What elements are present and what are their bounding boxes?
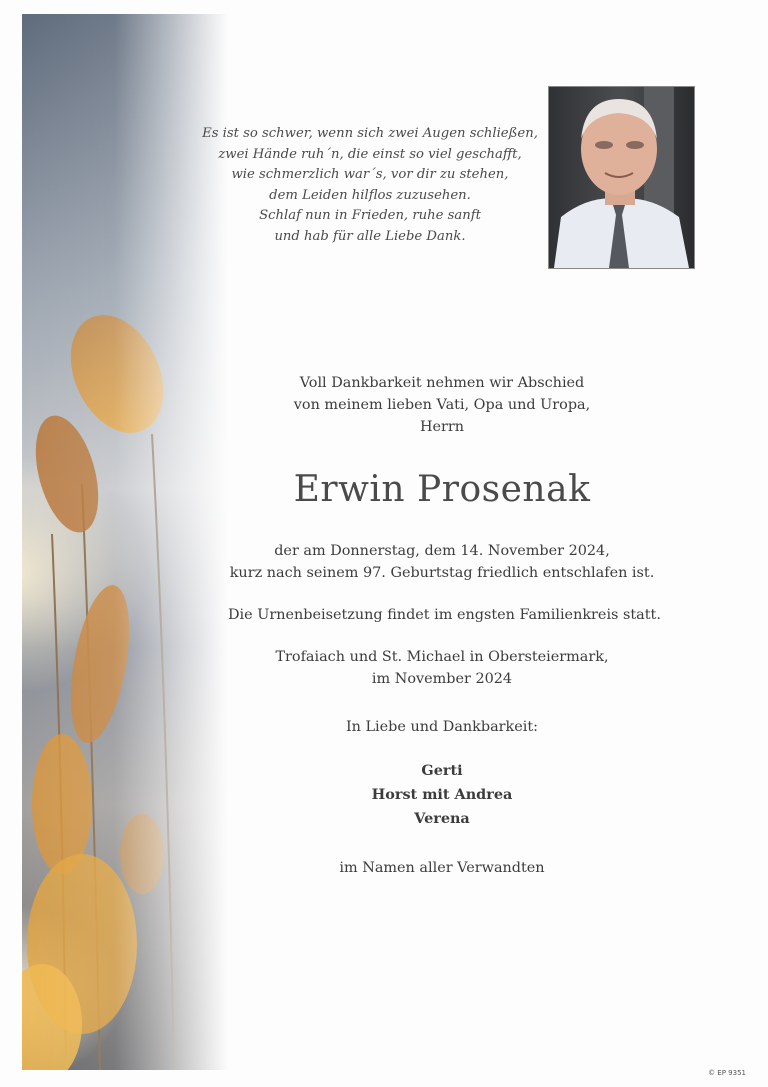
mourner-name: Gerti bbox=[421, 762, 463, 779]
place-date-line: Trofaiach und St. Michael in Obersteiermark, bbox=[275, 649, 609, 665]
place-date-line: im November 2024 bbox=[371, 671, 513, 687]
poem-line: Schlaf nun in Frieden, ruhe sanft bbox=[259, 208, 481, 224]
relatives-note: im Namen aller Verwandten bbox=[339, 860, 545, 876]
portrait-photo bbox=[548, 86, 695, 269]
mourner-list bbox=[228, 759, 656, 831]
intro-line: von meinem lieben Vati, Opa und Uropa, bbox=[293, 397, 591, 413]
poem-line: zwei Hände ruh´n, die einst so viel geschafft, bbox=[218, 146, 522, 162]
poem bbox=[180, 124, 560, 248]
deceased-name: Erwin Prosenak bbox=[293, 469, 591, 510]
poem-line: Es ist so schwer, wenn sich zwei Augen schließen, bbox=[202, 126, 538, 141]
poem-line: und hab für alle Liebe Dank. bbox=[274, 228, 466, 244]
mourner-name: Horst mit Andrea bbox=[371, 786, 513, 803]
death-notice-line: kurz nach seinem 97. Geburtstag friedlich entschlafen ist. bbox=[229, 565, 655, 581]
intro-line: Voll Dankbarkeit nehmen wir Abschied bbox=[299, 375, 585, 391]
burial-note: Die Urnenbeisetzung findet im engsten Familienkreis statt. bbox=[228, 607, 661, 623]
death-notice-line: der am Donnerstag, dem 14. November 2024, bbox=[274, 543, 610, 559]
footer-code: © EP 9351 bbox=[708, 1069, 746, 1077]
poem-line: wie schmerzlich war´s, vor dir zu stehen, bbox=[231, 167, 509, 183]
intro-line: Herrn bbox=[419, 419, 465, 435]
mourner-name: Verena bbox=[414, 810, 470, 827]
closing-line: In Liebe und Dankbarkeit: bbox=[345, 719, 539, 735]
obituary-text bbox=[228, 372, 661, 879]
poem-line: dem Leiden hilflos zuzusehen. bbox=[269, 187, 471, 203]
